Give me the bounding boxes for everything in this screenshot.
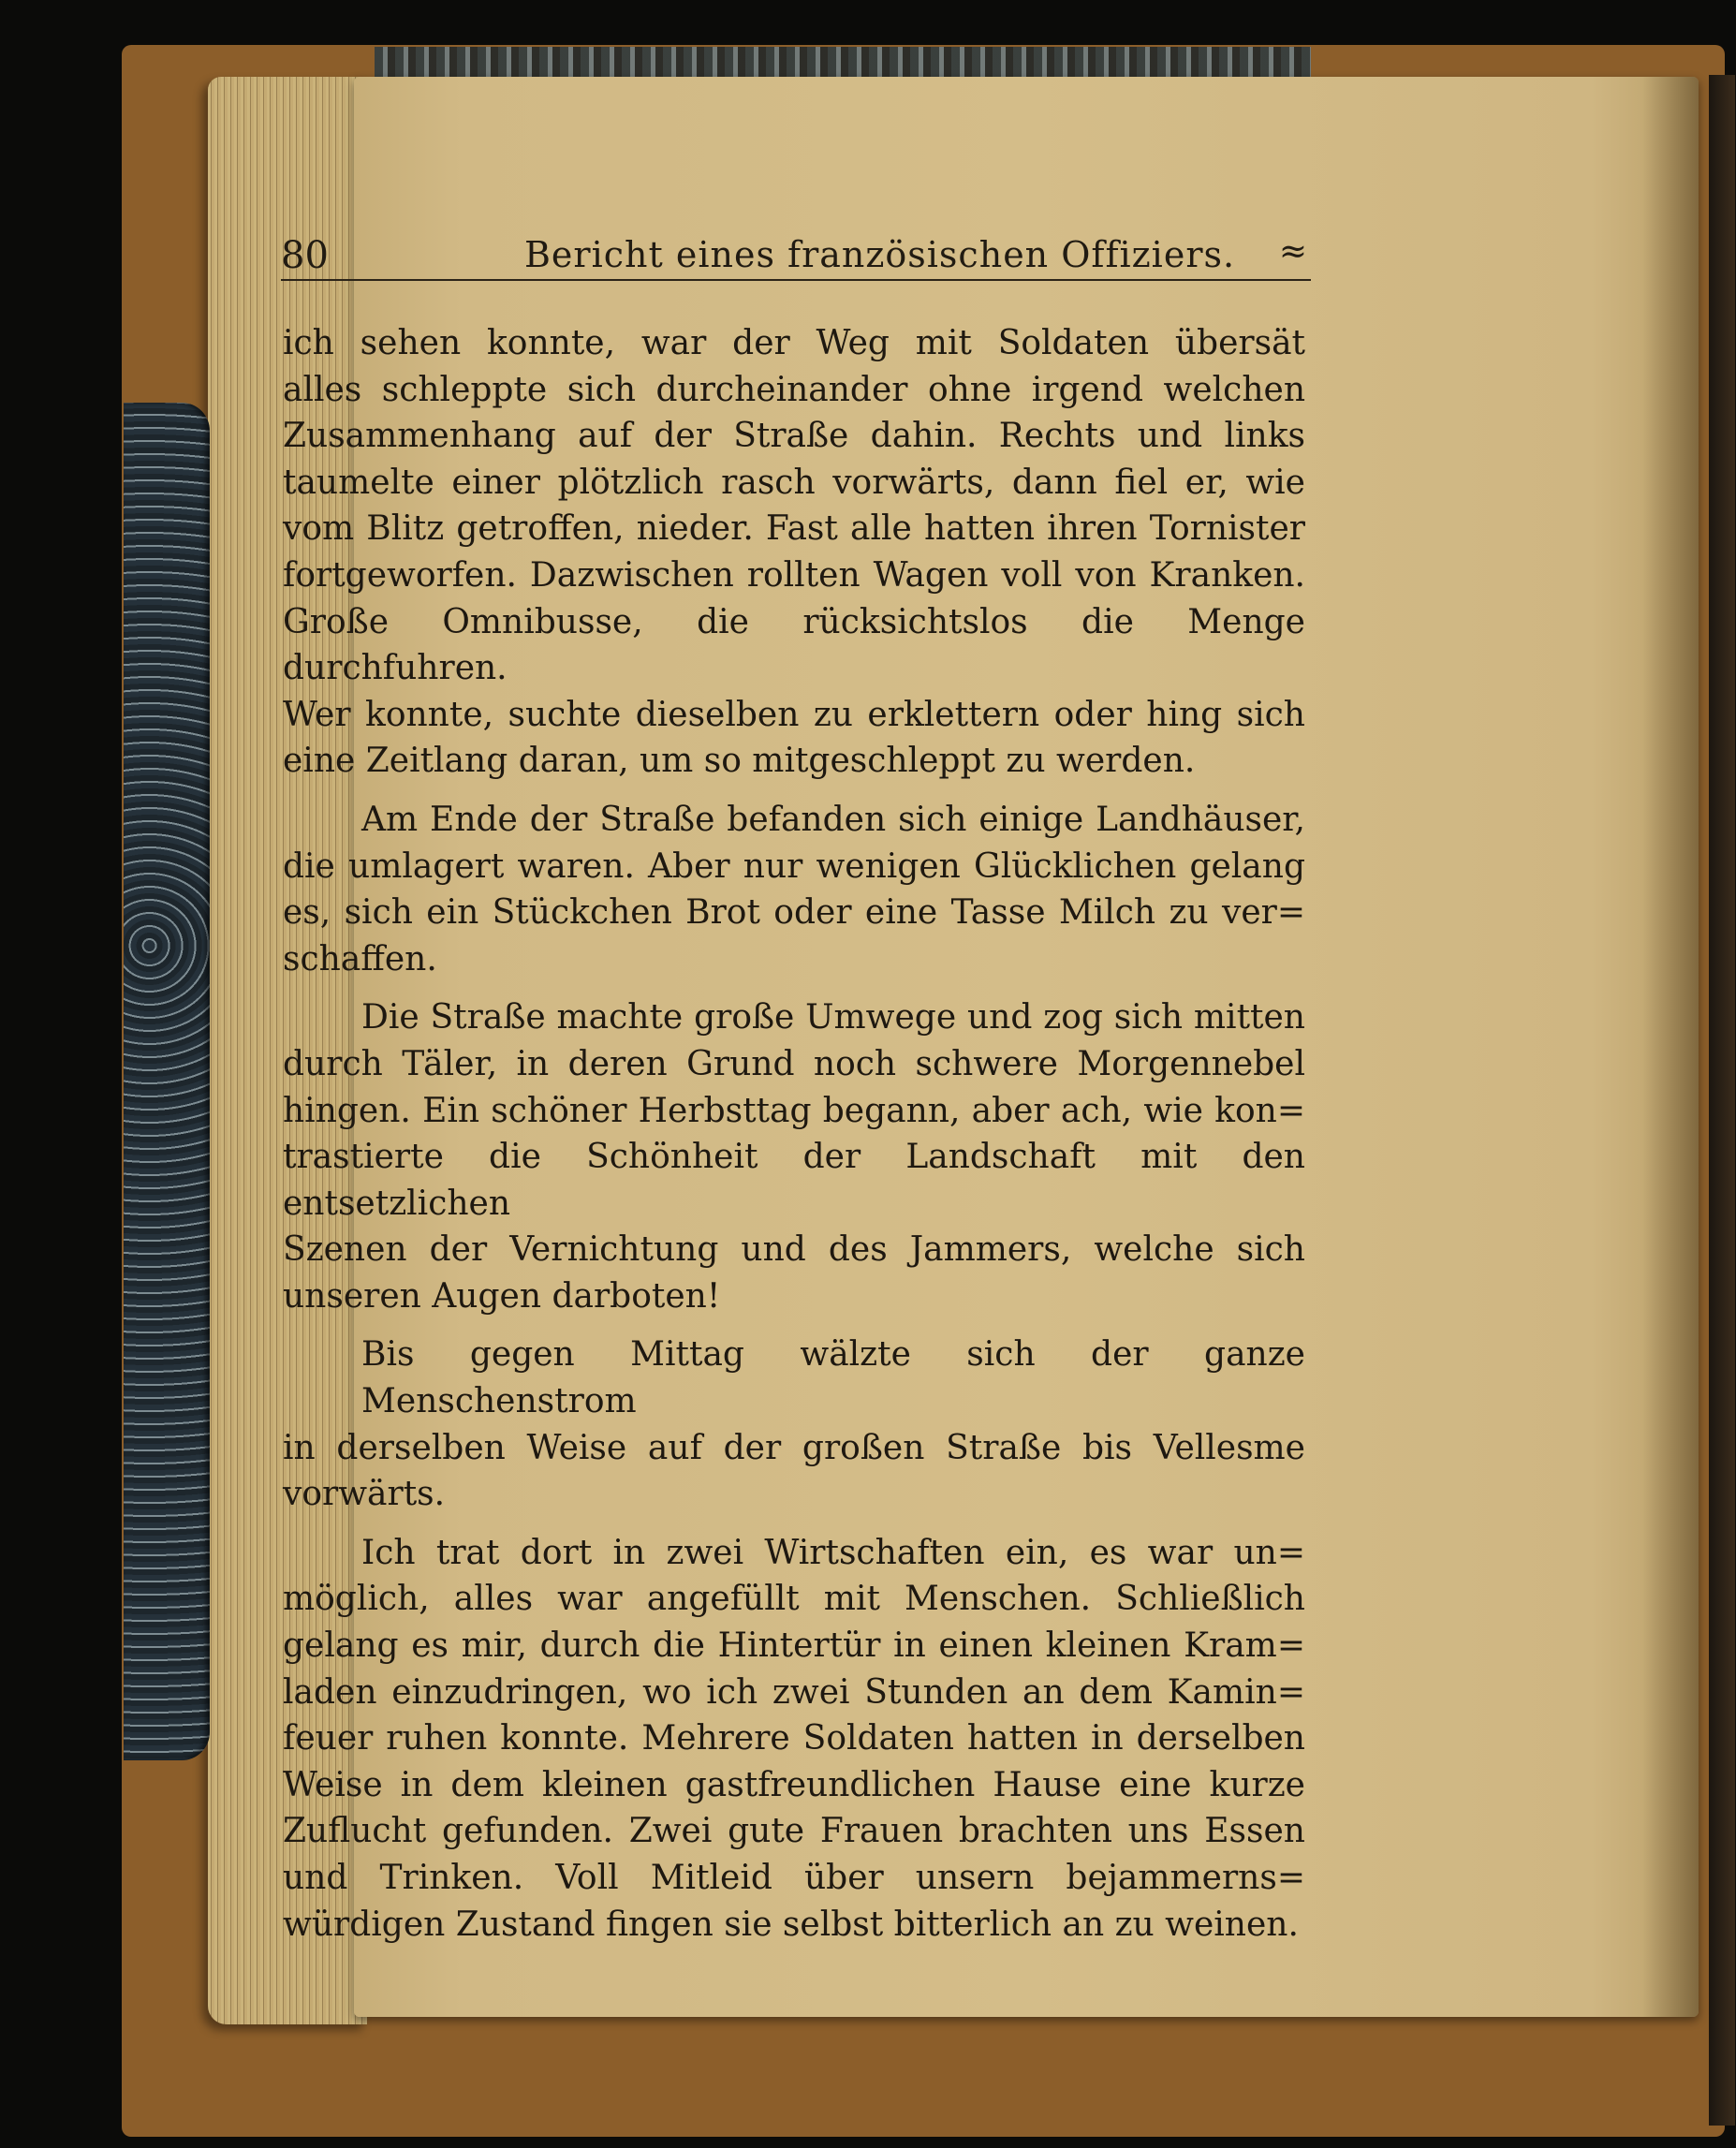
text-line: vom Blitz getroffen, nieder. Fast alle hatten ihren Tornister (283, 509, 1305, 549)
text-line: hingen. Ein schöner Herbsttag begann, aber ach, wie kon= (283, 1091, 1305, 1130)
ornament-icon: ≈ (1278, 232, 1307, 271)
text-line: Wer konnte, suchte dieselben zu erklettern oder hing sich (283, 695, 1305, 734)
paragraph (283, 1530, 1305, 1948)
paragraph (283, 797, 1305, 982)
text-line: laden einzudringen, wo ich zwei Stunden an dem Kamin= (283, 1672, 1305, 1712)
text-line: schaffen. (283, 939, 437, 978)
binding-edge (1709, 75, 1735, 2126)
text-line: in derselben Weise auf der großen Straße bis Vellesme (283, 1428, 1305, 1467)
text-line: Zusammenhang auf der Straße dahin. Rechts und links (283, 417, 1305, 456)
paragraph (283, 320, 1305, 785)
gutter-shadow (1642, 77, 1699, 2017)
text-line: durch Täler, in deren Grund noch schwere Morgennebel (283, 1044, 1305, 1083)
text-line: Ich trat dort in zwei Wirtschaften ein, es war un= (361, 1533, 1305, 1572)
text-line: Szenen der Vernichtung und des Jammers, welche sich (283, 1230, 1305, 1270)
text-line: möglich, alles war angefüllt mit Menschen. Schließlich (283, 1580, 1305, 1619)
text-line: trastierte die Schönheit der Landschaft mit den entsetzlichen (283, 1138, 1305, 1223)
text-line: Bis gegen Mittag wälzte sich der ganze Menschenstrom (361, 1335, 1305, 1421)
marbled-endpaper (124, 403, 210, 1760)
text-line: fortgeworfen. Dazwischen rollten Wagen voll von Kranken. (283, 555, 1305, 595)
text-line: Große Omnibusse, die rücksichtslos die Menge durchfuhren. (283, 602, 1305, 688)
text-line: würdigen Zustand fingen sie selbst bitterlich an zu weinen. (283, 1905, 1299, 1944)
text-line: vorwärts. (283, 1475, 446, 1514)
text-line: die umlagert waren. Aber nur wenigen Glücklichen gelang (283, 846, 1305, 886)
text-line: es, sich ein Stückchen Brot oder eine Tasse Milch zu ver= (283, 893, 1305, 933)
text-line: feuer ruhen konnte. Mehrere Soldaten hatten in derselben (283, 1719, 1305, 1758)
paragraph (283, 1331, 1305, 1517)
text-line: taumelte einer plötzlich rasch vorwärts, dann fiel er, wie (283, 463, 1305, 502)
text-line: und Trinken. Voll Mitleid über unsern bejammerns= (283, 1859, 1305, 1897)
text-line: Weise in dem kleinen gastfreundlichen Hause eine kurze (283, 1765, 1305, 1804)
text-line: eine Zeitlang daran, um so mitgeschleppt zu werden. (283, 742, 1196, 781)
text-line: gelang es mir, durch die Hintertür in einen kleinen Kram= (283, 1626, 1305, 1666)
text-line: alles schleppte sich durcheinander ohne irgend welchen (283, 370, 1305, 409)
text-line: Am Ende der Straße befanden sich einige Landhäuser, (361, 800, 1305, 839)
text-line: Die Straße machte große Umwege und zog sich mitten (361, 998, 1305, 1037)
paragraph (283, 994, 1305, 1319)
page-header (281, 157, 1311, 281)
text-line: Zuflucht gefunden. Zwei gute Frauen brachten uns Essen (283, 1812, 1305, 1851)
body-text (283, 320, 1305, 1960)
text-line: unseren Augen darboten! (283, 1276, 721, 1316)
running-head: Bericht eines französischen Offiziers. (524, 234, 1236, 275)
text-line: ich sehen konnte, war der Weg mit Soldaten übersät (283, 324, 1305, 362)
page-number: 80 (281, 234, 329, 277)
